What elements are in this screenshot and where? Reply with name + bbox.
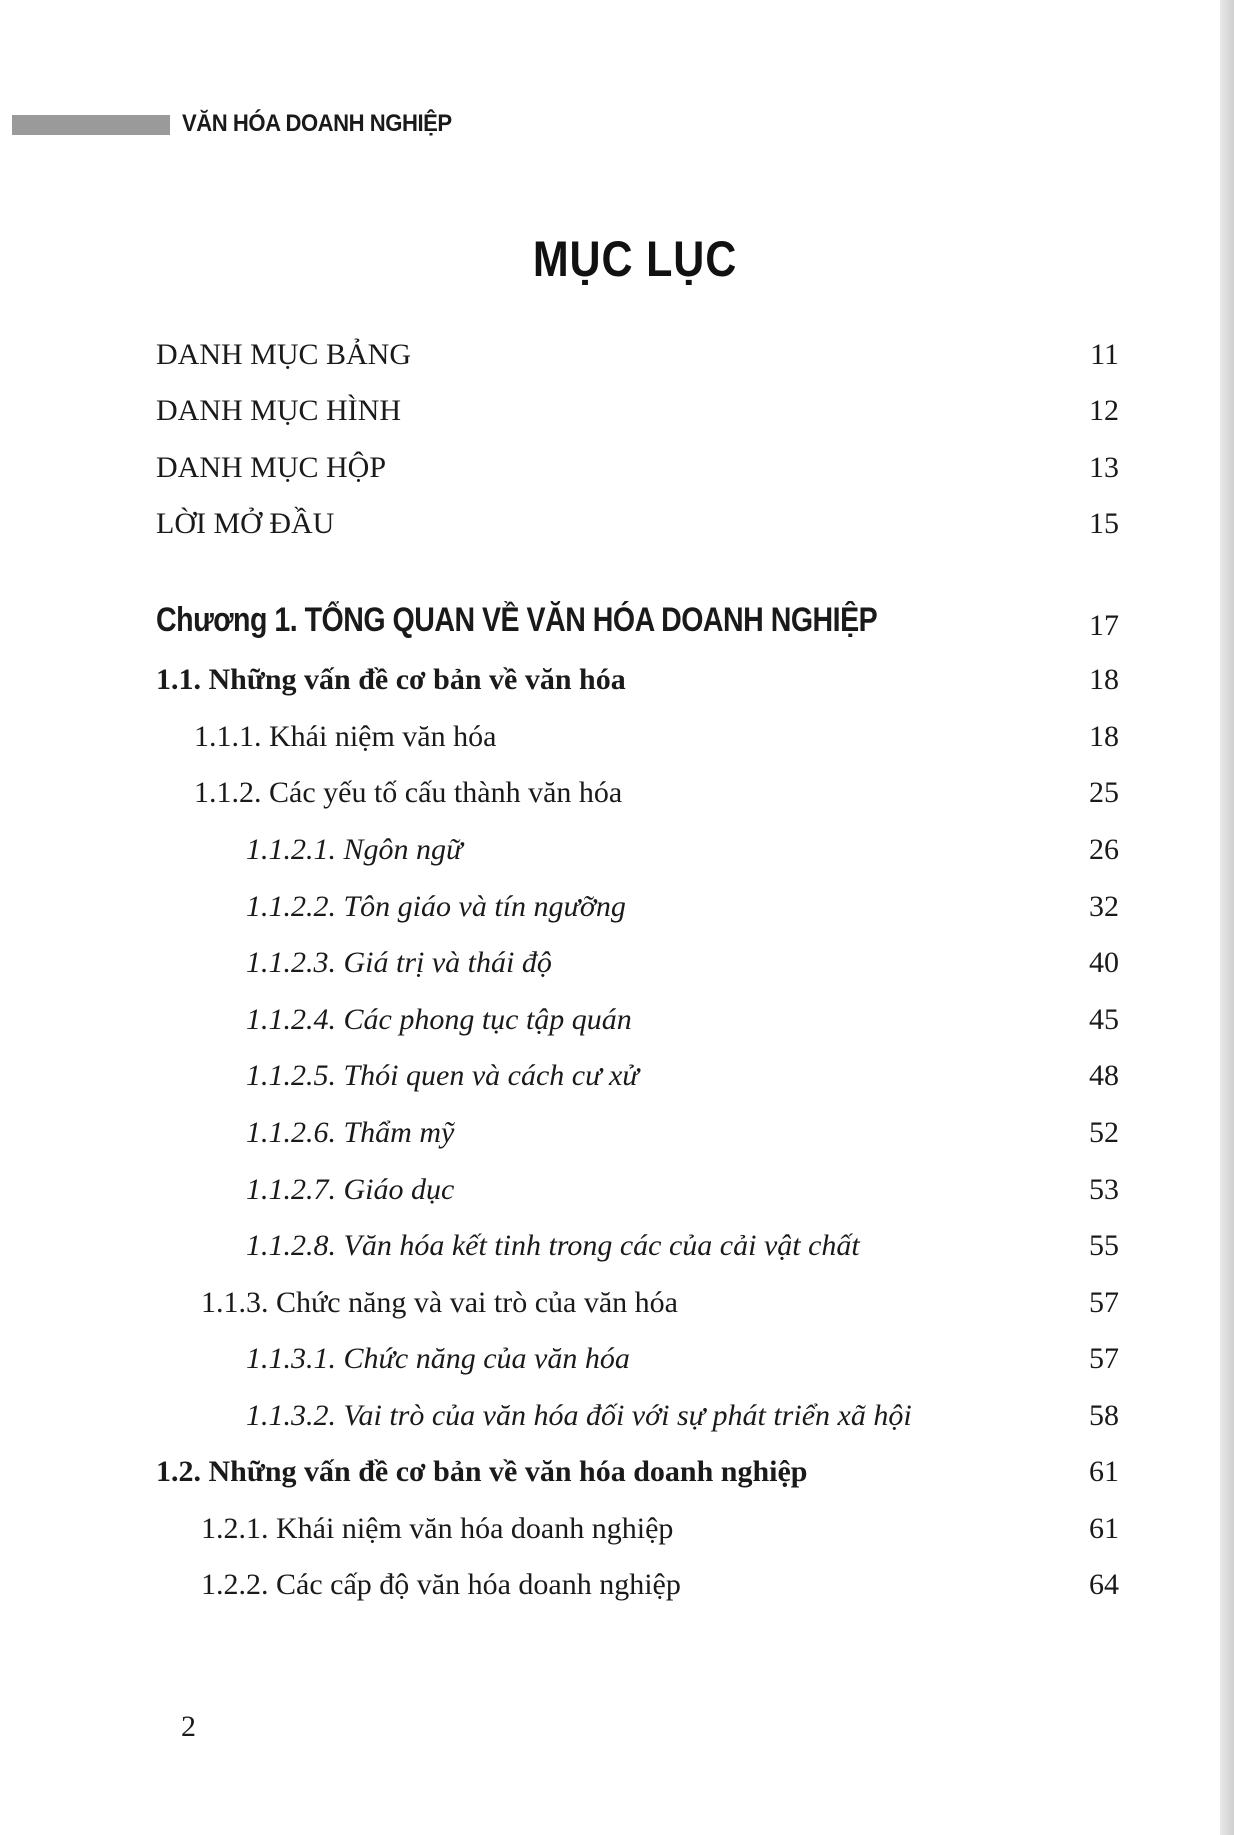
toc-subsubsection: [0, 1003, 1220, 1047]
toc-entry-label: 1.1.2.4. Các phong tục tập quán: [246, 1003, 632, 1036]
toc-entry-label: 1.1.3. Chức năng và vai trò của văn hóa: [201, 1286, 678, 1319]
toc-entry-label: 1.1.1. Khái niệm văn hóa: [194, 720, 497, 753]
toc-entry: [0, 451, 1220, 495]
toc-entry-label: DANH MỤC HỘP: [156, 451, 387, 484]
toc-entry-label: 1.1.2.8. Văn hóa kết tinh trong các của cải vật chất: [246, 1229, 860, 1262]
toc-entry-label: 1.1.2.3. Giá trị và thái độ: [246, 946, 552, 979]
toc-entry-page: 57: [1089, 1286, 1119, 1319]
running-header: VĂN HÓA DOANH NGHIỆP: [182, 110, 452, 137]
toc-entry-page: 55: [1089, 1229, 1119, 1262]
toc-entry-page: 48: [1089, 1059, 1119, 1092]
toc-entry-page: 17: [1089, 609, 1119, 642]
toc-entry-label: Chương 1. TỔNG QUAN VỀ VĂN HÓA DOANH NGHIỆP: [156, 601, 878, 639]
toc-entry-label: 1.1.2.5. Thói quen và cách cư xử: [246, 1059, 639, 1092]
toc-entry-page: 11: [1090, 338, 1119, 371]
toc-entry-label: 1.1.3.2. Vai trò của văn hóa đối với sự phát triển xã hội: [246, 1399, 912, 1432]
toc-section: [0, 663, 1220, 707]
toc-entry-label: 1.1.2.6. Thẩm mỹ: [246, 1116, 455, 1149]
toc-entry-label: 1.1. Những vấn đề cơ bản về văn hóa: [156, 663, 626, 696]
toc-entry-page: 52: [1089, 1116, 1119, 1149]
toc-subsection: [0, 1286, 1220, 1330]
toc-subsubsection: [0, 833, 1220, 877]
toc-entry-page: 13: [1089, 451, 1119, 484]
toc-section: [0, 1455, 1220, 1499]
toc-entry-label: 1.1.2.2. Tôn giáo và tín ngưỡng: [246, 890, 626, 923]
toc-entry-page: 25: [1089, 776, 1119, 809]
toc-entry-page: 12: [1089, 394, 1119, 427]
toc-entry-page: 61: [1089, 1455, 1119, 1488]
toc-entry-page: 64: [1089, 1568, 1119, 1601]
toc-entry-page: 26: [1089, 833, 1119, 866]
header-bar-decoration: [12, 115, 170, 135]
toc-entry: [0, 394, 1220, 438]
toc-subsection: [0, 1512, 1220, 1556]
toc-entry-label: 1.1.2. Các yếu tố cấu thành văn hóa: [194, 776, 623, 809]
toc-subsubsection: [0, 1399, 1220, 1443]
toc-entry-label: 1.1.3.1. Chức năng của văn hóa: [246, 1342, 630, 1375]
toc-entry-label: 1.1.2.7. Giáo dục: [246, 1173, 455, 1206]
toc-entry-label: 1.2.1. Khái niệm văn hóa doanh nghiệp: [201, 1512, 674, 1545]
toc-subsubsection: [0, 1229, 1220, 1273]
toc-subsubsection: [0, 1342, 1220, 1386]
toc-subsubsection: [0, 1059, 1220, 1103]
toc-entry-label: 1.2.2. Các cấp độ văn hóa doanh nghiệp: [201, 1568, 681, 1601]
toc-entry-page: 53: [1089, 1173, 1119, 1206]
toc-entry-label: 1.2. Những vấn đề cơ bản về văn hóa doanh nghiệp: [156, 1455, 808, 1488]
toc-entry-page: 40: [1089, 946, 1119, 979]
toc-entry-label: 1.1.2.1. Ngôn ngữ: [246, 833, 463, 866]
toc-entry: [0, 338, 1220, 382]
page-title: MỤC LỤC: [532, 231, 738, 287]
page-number: 2: [181, 1710, 196, 1743]
toc-subsubsection: [0, 946, 1220, 990]
page-edge-shadow: [1220, 0, 1234, 1835]
toc-entry-label: DANH MỤC HÌNH: [156, 394, 401, 427]
toc-subsubsection: [0, 890, 1220, 934]
toc-subsection: [0, 1568, 1220, 1612]
toc-entry-page: 18: [1089, 720, 1119, 753]
toc-entry-label: LỜI MỞ ĐẦU: [156, 507, 335, 540]
toc-subsection: [0, 776, 1220, 820]
toc-entry-page: 61: [1089, 1512, 1119, 1545]
toc-entry-label: DANH MỤC BẢNG: [156, 338, 412, 371]
toc-entry-page: 58: [1089, 1399, 1119, 1432]
toc-entry-page: 15: [1089, 507, 1119, 540]
toc-chapter-heading: [0, 601, 1220, 649]
toc-entry-page: 18: [1089, 663, 1119, 696]
toc-subsubsection: [0, 1173, 1220, 1217]
toc-subsection: [0, 720, 1220, 764]
toc-entry: [0, 507, 1220, 551]
toc-subsubsection: [0, 1116, 1220, 1160]
toc-entry-page: 32: [1089, 890, 1119, 923]
toc-entry-page: 57: [1089, 1342, 1119, 1375]
toc-entry-page: 45: [1089, 1003, 1119, 1036]
